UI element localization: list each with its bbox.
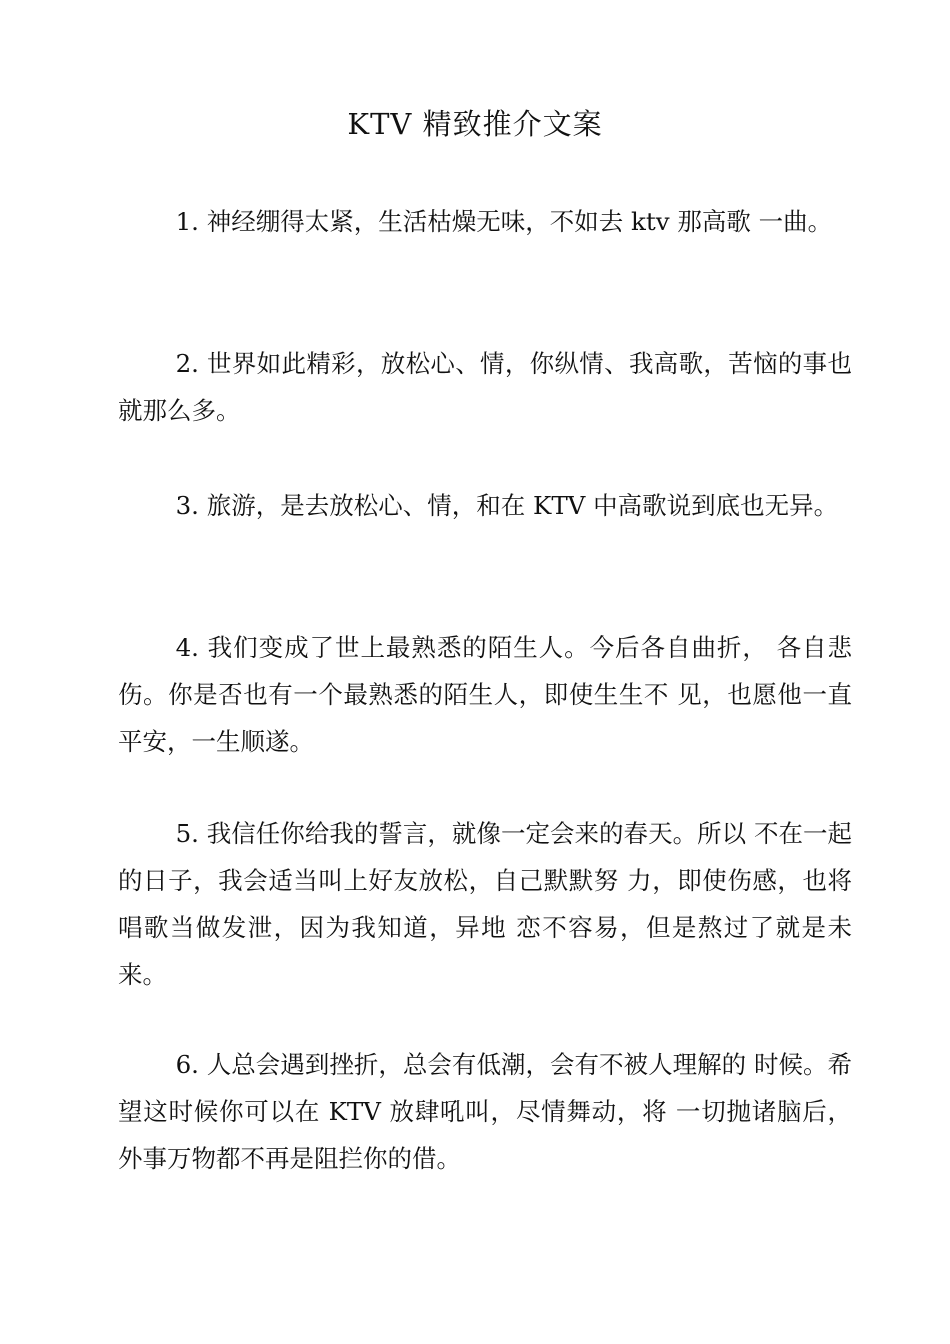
document-title: KTV 精致推介文案 xyxy=(347,107,603,141)
paragraph-2: 2. 世界如此精彩，放松心、情，你纵情、我高歌，苦恼的事也就那么多。 xyxy=(118,349,852,425)
paragraph-4: 4. 我们变成了世上最熟悉的陌生人。今后各自曲折， 各自悲伤。你是否也有一个最熟悉的陌生人，即使生生不 见，也愿他一直平安，一生顺遂。 xyxy=(118,633,852,756)
paragraph-5: 5. 我信任你给我的誓言，就像一定会来的春天。所以 不在一起的日子，我会适当叫上好友放松，自己默默努 力，即使伤感，也将唱歌当做发泄，因为我知道，异地 恋不容易，但是熬过了就是未来。 xyxy=(118,819,852,989)
paragraph-1: 1. 神经绷得太紧，生活枯燥无味，不如去 ktv 那高歌 一曲。 xyxy=(175,207,833,236)
paragraph-3: 3. 旅游，是去放松心、情，和在 KTV 中高歌说到底也无异。 xyxy=(175,491,839,520)
paragraph-6: 6. 人总会遇到挫折，总会有低潮，会有不被人理解的 时候。希望这时候你可以在 KTV 放肆吼叫，尽情舞动，将 一切抛诸脑后，外事万物都不再是阻拦你的借。 xyxy=(118,1050,852,1173)
